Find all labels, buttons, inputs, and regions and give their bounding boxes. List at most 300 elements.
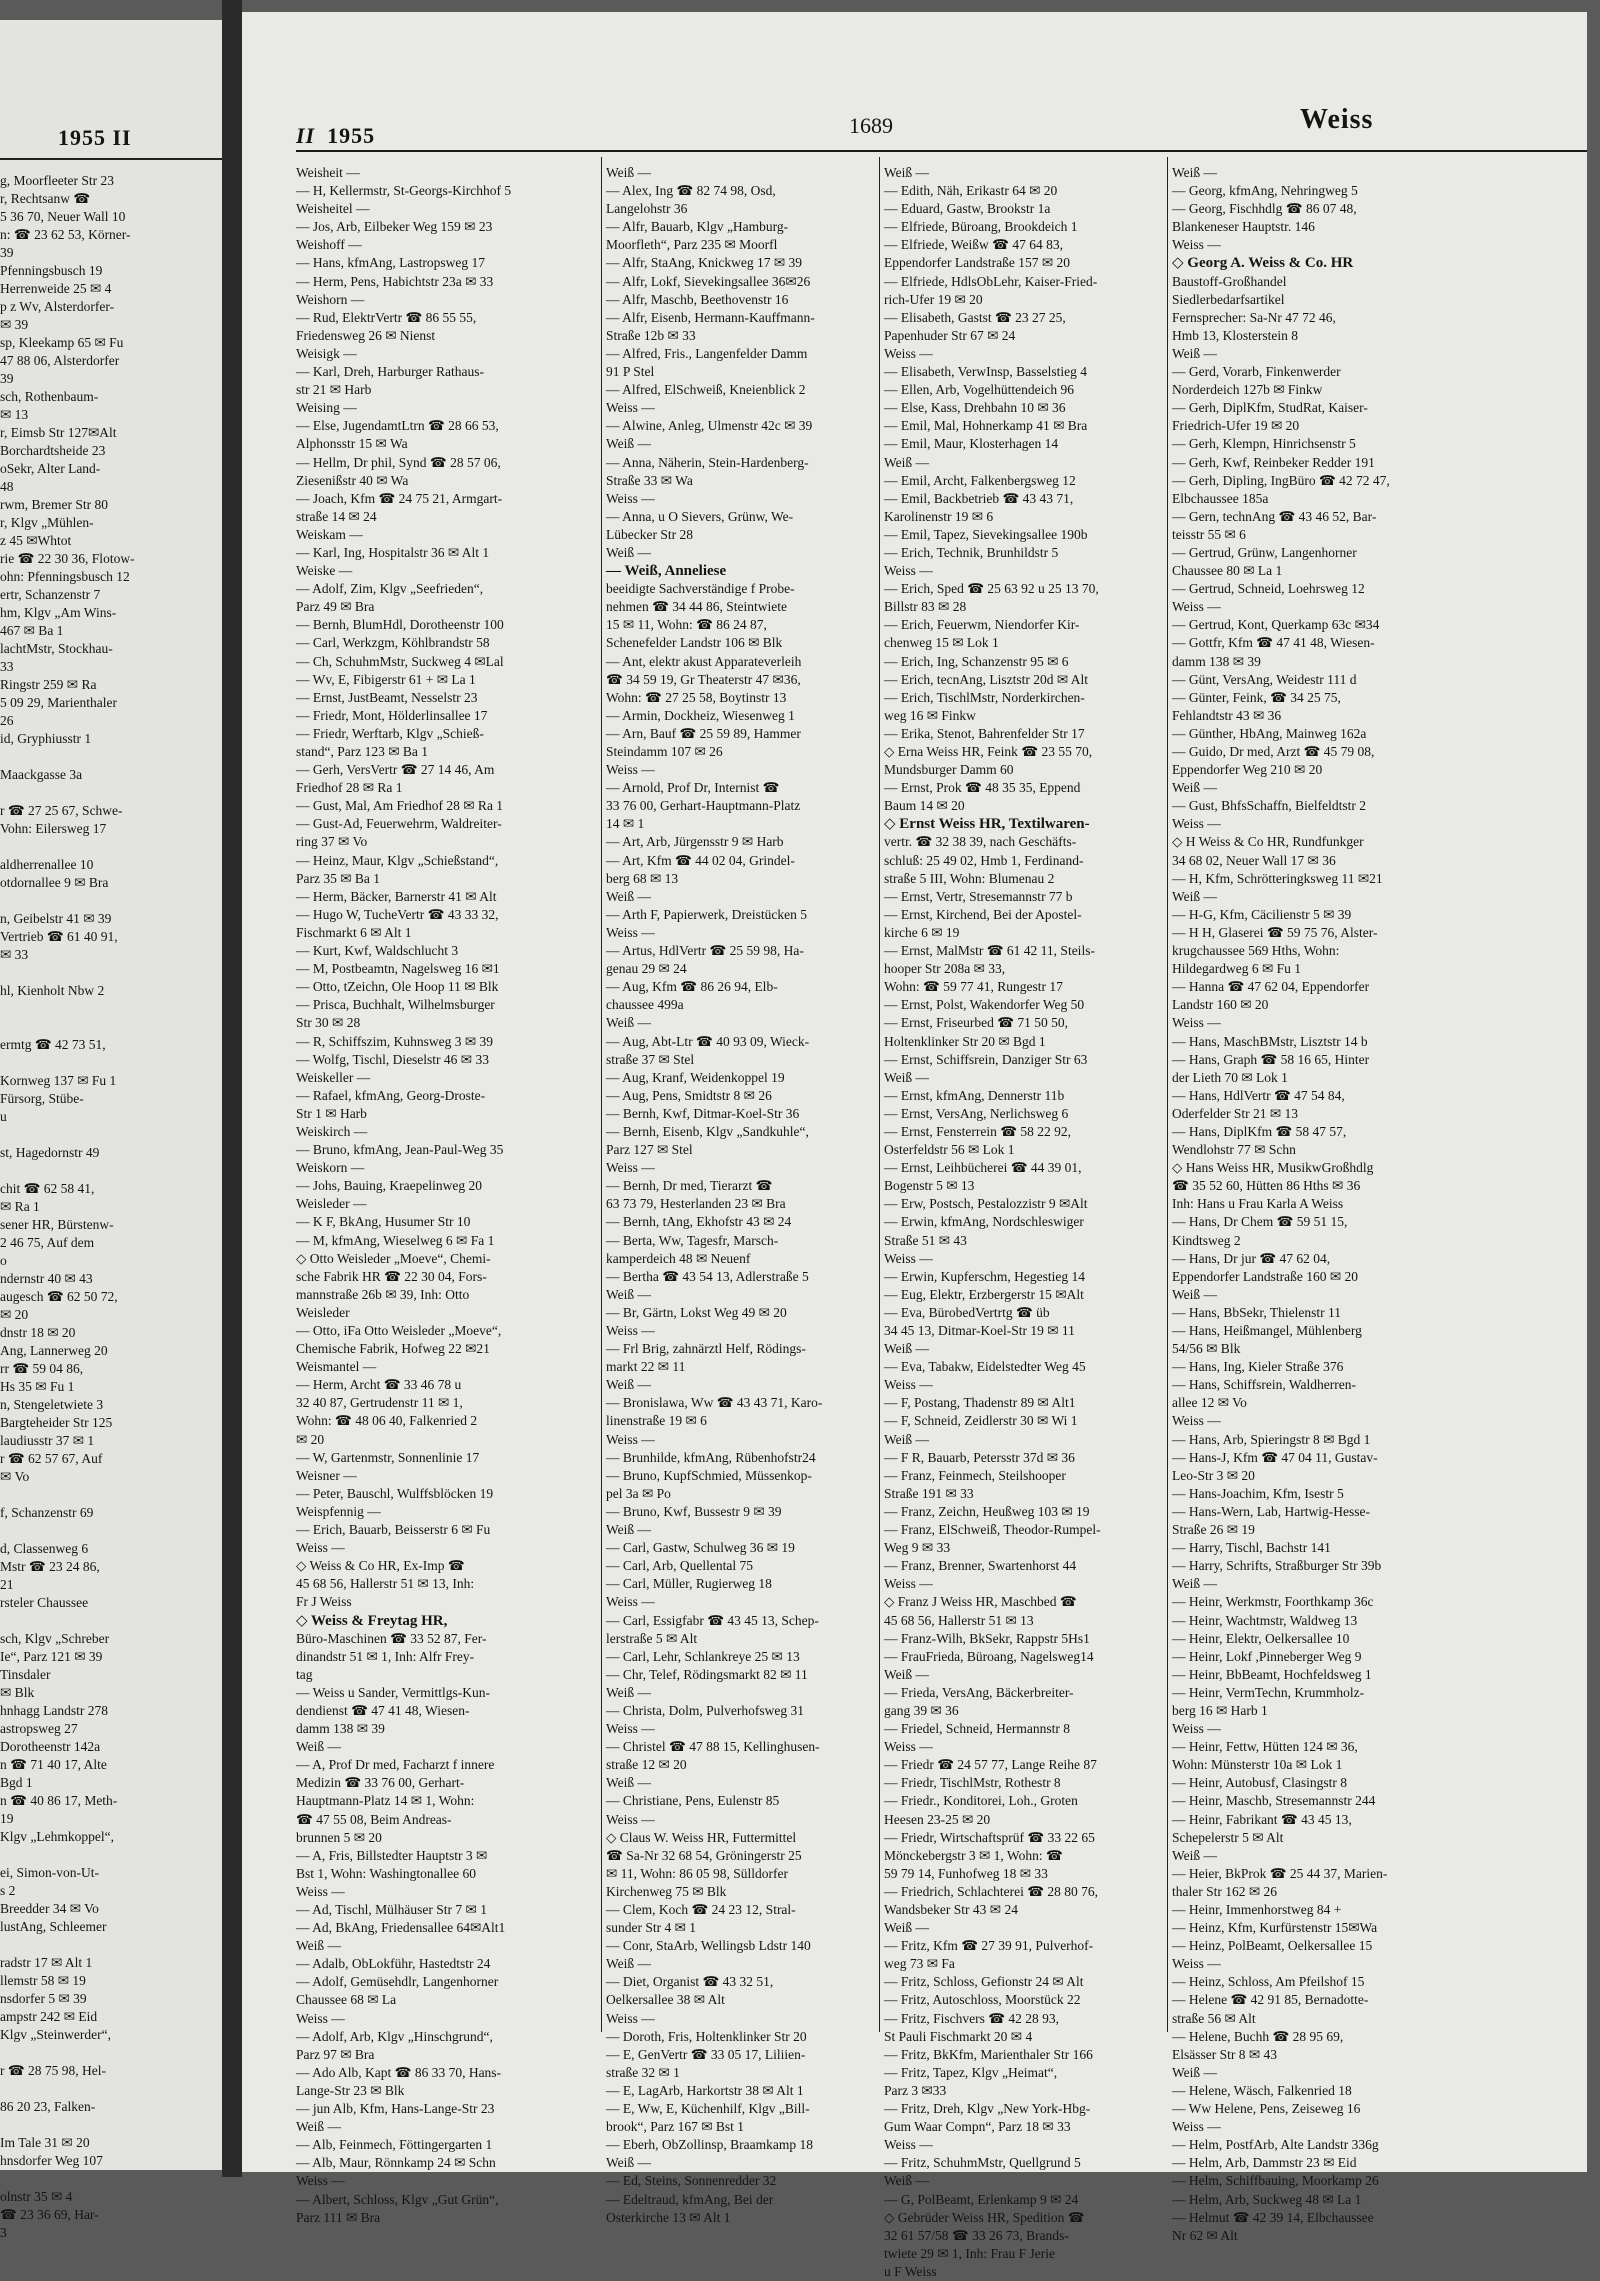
left-page-line: sch, Rothenbaum- (0, 389, 99, 404)
left-page-line: rsteler Chaussee (0, 1595, 89, 1610)
left-page-line: r, Eimsb Str 127✉Alt (0, 425, 117, 440)
directory-line: Wendlohstr 77 ✉ Schn (1172, 1142, 1296, 1158)
directory-line: — Fritz, Autoschloss, Moorstück 22 (884, 1992, 1081, 2008)
volume-label: II (296, 123, 316, 148)
directory-line: — Elfriede, Büroang, Brookdeich 1 (884, 219, 1078, 235)
directory-line: — Fritz, BkKfm, Marienthaler Str 166 (884, 2046, 1093, 2062)
left-page-line: lachtMstr, Stockhau- (0, 641, 113, 656)
directory-line: 15 ✉ 11, Wohn: ☎ 86 24 87, (606, 617, 767, 633)
directory-entry-highlight: ◇ Georg A. Weiss & Co. HR (1172, 255, 1354, 272)
directory-line: Baustoff-Großhandel (1172, 273, 1287, 289)
directory-line: 33 76 00, Gerhart-Hauptmann-Platz (606, 798, 801, 814)
directory-line: — Alfr, Lokf, Sievekingsallee 36✉26 (606, 273, 811, 289)
directory-line: — Bernh, Dr med, Tierarzt ☎ (606, 1178, 773, 1194)
directory-line: straße 56 ✉ Alt (1172, 2010, 1256, 2026)
directory-line: Weiß — (296, 1938, 342, 1954)
directory-line: — Harry, Schrifts, Straßburger Str 39b (1172, 1558, 1382, 1574)
directory-line: — Heinr, Autobusf, Clasingstr 8 (1172, 1775, 1347, 1791)
directory-line: — Emil, Backbetrieb ☎ 43 43 71, (884, 490, 1074, 506)
directory-line: Weiss — (884, 1377, 933, 1393)
directory-line: — Günter, Feink, ☎ 34 25 75, (1172, 689, 1341, 705)
directory-line: — Adolf, Arb, Klgv „Hinschgrund“, (296, 2028, 493, 2044)
directory-line: — Gertrud, Schneid, Loehrsweg 12 (1172, 581, 1365, 597)
directory-line: — Gerh, DiplKfm, StudRat, Kaiser- (1172, 400, 1368, 416)
directory-line: — H H, Glaserei ☎ 59 75 76, Alster- (1172, 924, 1378, 940)
directory-line: Baum 14 ✉ 20 (884, 798, 965, 814)
directory-page (242, 12, 1587, 2279)
directory-line: — Heinr, VermTechn, Krummholz- (1172, 1684, 1365, 1700)
directory-line: — Albert, Schloss, Klgv „Gut Grün“, (296, 2191, 499, 2207)
left-page-line (0, 784, 222, 802)
directory-line: brook“, Parz 167 ✉ Bst 1 (606, 2119, 745, 2135)
directory-line: Weiskam — (296, 526, 363, 542)
left-page-line: ✉ Blk (0, 1685, 35, 1700)
directory-line: vertr. ☎ 32 38 39, nach Geschäfts- (884, 834, 1077, 850)
left-page-line (0, 2116, 222, 2134)
directory-line: — Hans-Joachim, Kfm, Isestr 5 (1172, 1485, 1344, 1501)
directory-line: — Doroth, Fris, Holtenklinker Str 20 (606, 2028, 807, 2044)
directory-line: — Alex, Ing ☎ 82 74 98, Osd, (606, 183, 776, 199)
left-page-line: ✉ 39 (0, 317, 29, 332)
directory-line: — Gerh, Klempn, Hinrichsenstr 5 (1172, 436, 1356, 452)
directory-line: Weiß — (1172, 345, 1218, 361)
left-page-line: g, Moorfleeter Str 23 (0, 173, 114, 188)
left-page-line: augesch ☎ 62 50 72, (0, 1289, 118, 1304)
directory-line: — Erich, Feuerwm, Niendorfer Kir- (884, 617, 1080, 633)
directory-line: 45 68 56, Hallerstr 51 ✉ 13 (884, 1612, 1034, 1628)
directory-line: Elbchaussee 185a (1172, 490, 1269, 506)
column-1 (296, 164, 596, 2225)
directory-line: straße 37 ✉ Stel (606, 1051, 695, 1067)
left-page-line: hm, Klgv „Am Wins- (0, 605, 117, 620)
directory-line: Weiß — (606, 2155, 652, 2171)
directory-line: St Pauli Fischmarkt 20 ✉ 4 (884, 2028, 1033, 2044)
directory-line: ☎ Sa-Nr 32 68 54, Gröningerstr 25 (606, 1847, 802, 1863)
directory-line: — Art, Kfm ☎ 44 02 04, Grindel- (606, 852, 795, 868)
directory-line: — Friedrich, Schlachterei ☎ 28 80 76, (884, 1883, 1099, 1899)
directory-line: — Emil, Mal, Hohnerkamp 41 ✉ Bra (884, 418, 1088, 434)
left-page-line (0, 1126, 222, 1144)
left-page-rule (0, 158, 222, 160)
directory-line: — Herm, Bäcker, Barnerstr 41 ✉ Alt (296, 888, 497, 904)
left-page-line (0, 892, 222, 910)
directory-line: twiete 29 ✉ 1, Inh: Frau F Jerie (884, 2245, 1056, 2261)
directory-line: — Hans, Ing, Kieler Straße 376 (1172, 1359, 1344, 1375)
left-page-line: hl, Kienholt Nbw 2 (0, 983, 105, 998)
directory-line: kirche 6 ✉ 19 (884, 924, 960, 940)
directory-line: — Helene ☎ 42 91 85, Bernadotte- (1172, 1992, 1369, 2008)
directory-line: Parz 97 ✉ Bra (296, 2046, 375, 2062)
directory-line: beeidigte Sachverständige f Probe- (606, 581, 795, 597)
directory-line: Weiss — (606, 924, 655, 940)
column-divider (1167, 157, 1168, 2032)
directory-line: Weisheitel — (296, 201, 370, 217)
directory-line: — Aug, Abt-Ltr ☎ 40 93 09, Wieck- (606, 1033, 810, 1049)
directory-line: — Gerh, Dipling, IngBüro ☎ 42 72 47, (1172, 472, 1390, 488)
directory-line: Eppendorfer Weg 210 ✉ 20 (1172, 762, 1323, 778)
directory-line: stand“, Parz 123 ✉ Ba 1 (296, 744, 429, 759)
directory-line: — Ado Alb, Kapt ☎ 86 33 70, Hans- (296, 2064, 502, 2080)
left-page-line: 47 88 06, Alsterdorfer (0, 353, 120, 368)
directory-line: Weiß — (606, 1684, 652, 1700)
directory-line: Wohn: ☎ 59 77 41, Rungestr 17 (884, 979, 1063, 995)
left-page-line: n, Stengeletwiete 3 (0, 1397, 104, 1412)
directory-line: Parz 111 ✉ Bra (296, 2209, 381, 2225)
directory-line: — Erw, Postsch, Pestalozzistr 9 ✉Alt (884, 1196, 1088, 1212)
directory-line: — M, Postbeamtn, Nagelsweg 16 ✉1 (296, 961, 500, 977)
directory-line: — Chr, Telef, Rödingsmarkt 82 ✉ 11 (606, 1666, 808, 1682)
directory-line: — Bruno, KupfSchmied, Müssenkop- (606, 1467, 812, 1483)
directory-line: — Harry, Tischl, Bachstr 141 (1172, 1540, 1331, 1556)
directory-line: lerstraße 5 ✉ Alt (606, 1630, 698, 1646)
directory-line: 34 68 02, Neuer Wall 17 ✉ 36 (1172, 852, 1336, 868)
left-page-line (0, 1000, 222, 1018)
directory-line: Friedensweg 26 ✉ Nienst (296, 327, 436, 343)
directory-line: — Artus, HdlVertr ☎ 25 59 98, Ha- (606, 943, 804, 959)
directory-entry-highlight: ◇ Weiss & Freytag HR, (296, 1612, 448, 1629)
directory-line: — Alb, Maur, Rönnkamp 24 ✉ Schn (296, 2155, 496, 2171)
directory-line: Kindtsweg 2 (1172, 1232, 1241, 1248)
directory-line: — Gerh, Kwf, Reinbeker Redder 191 (1172, 454, 1375, 470)
left-page-line: Tinsdaler (0, 1667, 51, 1682)
directory-line: Weiß — (1172, 780, 1218, 796)
directory-line: ◇ Franz J Weiss HR, Maschbed ☎ (884, 1594, 1077, 1610)
directory-entry-highlight: ◇ Ernst Weiss HR, Textilwaren- (884, 816, 1090, 833)
directory-line: Inh: Hans u Frau Karla A Weiss (1172, 1196, 1344, 1212)
left-page-line: rie ☎ 22 30 36, Flotow- (0, 551, 135, 566)
directory-line: Nr 62 ✉ Alt (1172, 2227, 1238, 2243)
directory-line: berg 16 ✉ Harb 1 (1172, 1702, 1268, 1718)
directory-line: 14 ✉ 1 (606, 816, 645, 832)
directory-line: Weiß — (884, 1666, 930, 1682)
left-page-line: radstr 17 ✉ Alt 1 (0, 1955, 93, 1970)
directory-line: — Hans, DiplKfm ☎ 58 47 57, (1172, 1123, 1347, 1139)
left-page-line: Maackgasse 3a (0, 767, 83, 782)
directory-line: — Rud, ElektrVertr ☎ 86 55 55, (296, 309, 477, 325)
left-page-line: Kornweg 137 ✉ Fu 1 (0, 1073, 117, 1088)
directory-line: Weiß — (606, 1775, 652, 1791)
directory-line: — Eug, Elektr, Erzbergerstr 15 ✉Alt (884, 1286, 1084, 1302)
directory-line: — Ww Helene, Pens, Zeiseweg 16 (1172, 2101, 1361, 2117)
left-page-line: 86 20 23, Falken- (0, 2099, 96, 2114)
directory-line: Weisner — (296, 1467, 357, 1483)
left-page-line: u (0, 1109, 7, 1124)
directory-line: Oderfelder Str 21 ✉ 13 (1172, 1105, 1299, 1121)
directory-line: Schepelerstr 5 ✉ Alt (1172, 1829, 1284, 1845)
directory-line: Weiss — (606, 1811, 655, 1827)
left-page-line: r ☎ 27 25 67, Schwe- (0, 803, 123, 818)
directory-line: — Erwin, Kupferschm, Hegestieg 14 (884, 1268, 1085, 1284)
left-page-line: ermtg ☎ 42 73 51, (0, 1037, 106, 1052)
directory-line: — Hans, Dr jur ☎ 47 62 04, (1172, 1250, 1331, 1266)
directory-line: — Hanna ☎ 47 62 04, Eppendorfer (1172, 979, 1370, 995)
left-page-line: 467 ✉ Ba 1 (0, 623, 64, 638)
left-page-line: llemstr 58 ✉ 19 (0, 1973, 86, 1988)
directory-line: Hauptmann-Platz 14 ✉ 1, Wohn: (296, 1793, 475, 1809)
left-page-line: sener HR, Bürstenw- (0, 1217, 114, 1232)
directory-line: — Franz-Wilh, BkSekr, Rappstr 5Hs1 (884, 1630, 1090, 1646)
directory-line: — Franz, ElSchweiß, Theodor-Rumpel- (884, 1522, 1101, 1538)
directory-line: Parz 127 ✉ Stel (606, 1142, 693, 1158)
directory-line: Weiss — (606, 2010, 655, 2026)
directory-line: — Georg, Fischhdlg ☎ 86 07 48, (1172, 201, 1357, 217)
left-page-line (0, 1018, 222, 1036)
directory-line: — Guido, Dr med, Arzt ☎ 45 79 08, (1172, 744, 1375, 759)
directory-line: genau 29 ✉ 24 (606, 961, 687, 977)
directory-line: — Bertha ☎ 43 54 13, Adlerstraße 5 (606, 1268, 809, 1284)
left-page-line: Pfenningsbusch 19 (0, 263, 103, 278)
column-4 (1172, 164, 1472, 2243)
directory-line: — Brunhilde, kfmAng, Rübenhofstr24 (606, 1449, 816, 1465)
directory-line: Weiss — (606, 1594, 655, 1610)
directory-line: — Carl, Lehr, Schlankreye 25 ✉ 13 (606, 1648, 800, 1664)
directory-line: Weising — (296, 400, 357, 416)
directory-line: Weiskirch — (296, 1123, 368, 1139)
directory-line: ring 37 ✉ Vo (296, 834, 368, 850)
directory-line: — Heinr, Elektr, Oelkersallee 10 (1172, 1630, 1350, 1646)
left-page-line: r, Klgv „Mühlen- (0, 515, 94, 530)
left-page-line: r ☎ 62 57 67, Auf (0, 1451, 103, 1466)
directory-line: — Aug, Kfm ☎ 86 26 94, Elb- (606, 979, 778, 995)
left-page-line (0, 1846, 222, 1864)
directory-line: — Gust, BhfsSchaffn, Bielfeldtstr 2 (1172, 798, 1366, 814)
directory-line: 54/56 ✉ Blk (1172, 1341, 1241, 1357)
directory-line: — Fritz, Dreh, Klgv „New York-Hbg- (884, 2101, 1091, 2117)
directory-line: — Ernst, Friseurbed ☎ 71 50 50, (884, 1015, 1069, 1031)
directory-line: — Gerd, Vorarb, Finkenwerder (1172, 364, 1341, 380)
left-page-line: Ie“, Parz 121 ✉ 39 (0, 1649, 103, 1664)
directory-line: — Kurt, Kwf, Waldschlucht 3 (296, 943, 459, 959)
directory-line: markt 22 ✉ 11 (606, 1359, 686, 1375)
left-page-line: Mstr ☎ 23 24 86, (0, 1559, 100, 1574)
directory-line: ☎ 47 55 08, Beim Andreas- (296, 1811, 452, 1827)
directory-line: — Herm, Archt ☎ 33 46 78 u (296, 1377, 462, 1393)
directory-line: schluß: 25 49 02, Hmb 1, Ferdinand- (884, 852, 1084, 868)
directory-line: Norderdeich 127b ✉ Finkw (1172, 382, 1323, 398)
directory-line: 32 61 57/58 ☎ 33 26 73, Brands- (884, 2227, 1069, 2243)
directory-line: Weiss — (296, 2010, 345, 2026)
directory-line: Weiß — (1172, 1576, 1218, 1592)
directory-line: — Erich, Bauarb, Beisserstr 6 ✉ Fu (296, 1522, 491, 1538)
page-header (242, 12, 1587, 152)
directory-line: — Heinr, Wachtmstr, Waldweg 13 (1172, 1612, 1358, 1628)
directory-line: Weiss — (884, 2137, 933, 2153)
directory-line: Weiss — (1172, 2119, 1221, 2135)
directory-line: Weiss — (606, 1721, 655, 1737)
directory-line: — Helene, Wäsch, Falkenried 18 (1172, 2082, 1352, 2098)
directory-line: — K F, BkAng, Husumer Str 10 (296, 1214, 471, 1230)
directory-line: — Wv, E, Fibigerstr 61 + ✉ La 1 (296, 671, 476, 687)
directory-line: Eppendorfer Landstraße 157 ✉ 20 (884, 255, 1071, 271)
directory-line: — Heinr, Immenhorstweg 84 + (1172, 1902, 1342, 1917)
directory-line: Siedlerbedarfsartikel (1172, 291, 1285, 307)
left-page-line (0, 2080, 222, 2098)
running-head-right: Weiss (1300, 104, 1374, 135)
left-page-line: ampstr 242 ✉ Eid (0, 2009, 98, 2024)
header-rule (296, 150, 1587, 152)
directory-line: — Joach, Kfm ☎ 24 75 21, Armgart- (296, 490, 503, 506)
directory-line: ✉ 11, Wohn: 86 05 98, Sülldorfer (606, 1865, 788, 1881)
directory-line: Langelohstr 36 (606, 201, 688, 217)
directory-line: — Helm, Arb, Suckweg 48 ✉ La 1 (1172, 2191, 1362, 2207)
directory-line: Weiss — (296, 1883, 345, 1899)
directory-line: berg 68 ✉ 13 (606, 870, 679, 886)
directory-line: — Carl, Gastw, Schulweg 36 ✉ 19 (606, 1540, 795, 1556)
directory-line: ◇ Gebrüder Weiss HR, Spedition ☎ (884, 2209, 1085, 2225)
directory-line: ◇ H Weiss & Co HR, Rundfunkger (1172, 834, 1364, 850)
directory-line: — Edith, Näh, Erikastr 64 ✉ 20 (884, 183, 1058, 199)
left-page-line: ei, Simon-von-Ut- (0, 1865, 99, 1880)
directory-line: Weiss — (884, 1250, 933, 1266)
directory-line: — Erich, Sped ☎ 25 63 92 u 25 13 70, (884, 581, 1099, 597)
directory-line: — Friedel, Schneid, Hermannstr 8 (884, 1721, 1070, 1737)
directory-line: ◇ Claus W. Weiss HR, Futtermittel (606, 1829, 797, 1845)
directory-line: — Adolf, Zim, Klgv „Seefrieden“, (296, 581, 484, 597)
left-page-line: chit ☎ 62 58 41, (0, 1181, 95, 1196)
directory-line: tag (296, 1666, 313, 1682)
directory-line: — Ernst, Polst, Wakendorfer Weg 50 (884, 997, 1085, 1013)
left-page-line: Klgv „Steinwerder“, (0, 2027, 111, 2042)
directory-line: — Hans-J, Kfm ☎ 47 04 11, Gustav- (1172, 1449, 1378, 1465)
directory-line: ☎ 34 59 19, Gr Theaterstr 47 ✉36, (606, 671, 801, 687)
directory-line: — Hans, Heißmangel, Mühlenberg (1172, 1323, 1362, 1338)
directory-line: damm 138 ✉ 39 (1172, 653, 1261, 669)
directory-line: teisstr 55 ✉ 6 (1172, 526, 1246, 542)
directory-line: — Br, Gärtn, Lokst Weg 49 ✉ 20 (606, 1304, 787, 1320)
column-2 (606, 164, 906, 2225)
left-page-line: rwm, Bremer Str 80 (0, 497, 108, 512)
directory-line: — Anna, Näherin, Stein-Hardenberg- (606, 454, 809, 470)
directory-line: — Clem, Koch ☎ 24 23 12, Stral- (606, 1902, 796, 1917)
left-page-line: n ☎ 71 40 17, Alte (0, 1757, 107, 1772)
directory-line: — Erich, TischlMstr, Norderkirchen- (884, 689, 1085, 705)
directory-line: Bst 1, Wohn: Washingtonallee 60 (296, 1865, 476, 1881)
directory-line: Weiss — (1172, 816, 1221, 832)
directory-line: Weiß — (884, 2173, 930, 2189)
directory-line: straße 14 ✉ 24 (296, 508, 377, 524)
directory-line: — Alfred, Fris., Langenfelder Damm (606, 345, 808, 361)
directory-line: Weiß — (884, 165, 930, 180)
directory-line: Weg 9 ✉ 33 (884, 1540, 951, 1556)
directory-line: Weismantel — (296, 1359, 377, 1375)
directory-line: — Gottfr, Kfm ☎ 47 41 48, Wiesen- (1172, 635, 1375, 651)
column-3 (884, 164, 1184, 2279)
directory-line: Weispfennig — (296, 1503, 381, 1519)
directory-line: — Frl Brig, zahnärztl Helf, Rödings- (606, 1341, 806, 1357)
directory-line: Fehlandtstr 43 ✉ 36 (1172, 707, 1282, 723)
directory-line: Holtenklinker Str 20 ✉ Bgd 1 (884, 1033, 1046, 1049)
directory-line: Weiss — (606, 1160, 655, 1176)
directory-line: — Erika, Stenot, Bahrenfelder Str 17 (884, 725, 1085, 741)
directory-line: — Hans, Graph ☎ 58 16 65, Hinter (1172, 1051, 1370, 1067)
left-page-line: Breedder 34 ✉ Vo (0, 1901, 99, 1916)
directory-line: — Diet, Organist ☎ 43 32 51, (606, 1974, 774, 1990)
directory-line: Weiß — (884, 1341, 930, 1357)
directory-line: — Ed, Steins, Sonnenredder 32 (606, 2173, 777, 2189)
directory-line: — Heinr, Maschb, Stresemannstr 244 (1172, 1793, 1376, 1809)
directory-line: Leo-Str 3 ✉ 20 (1172, 1467, 1255, 1483)
directory-line: — Emil, Archt, Falkenbergsweg 12 (884, 472, 1076, 488)
left-page-line: 39 (0, 371, 14, 386)
directory-line: — Karl, Ing, Hospitalstr 36 ✉ Alt 1 (296, 544, 490, 560)
directory-line: Schenefelder Landstr 106 ✉ Blk (606, 635, 783, 651)
column-divider (601, 157, 602, 2032)
directory-line: Weiß — (296, 1739, 342, 1755)
left-page-line: r, Rechtsanw ☎ (0, 191, 91, 206)
directory-line: — Erich, tecnAng, Lisztstr 20d ✉ Alt (884, 671, 1089, 687)
left-page-line (0, 838, 222, 856)
left-page-line: r ☎ 28 75 98, Hel- (0, 2063, 107, 2078)
left-page-line: Ang, Lannerweg 20 (0, 1343, 108, 1358)
directory-line: — jun Alb, Kfm, Hans-Lange-Str 23 (296, 2101, 495, 2117)
directory-line: — Jos, Arb, Eilbeker Weg 159 ✉ 23 (296, 219, 493, 235)
left-page-line: laudiusstr 37 ✉ 1 (0, 1433, 95, 1448)
left-page-line: 48 (0, 479, 14, 494)
directory-line: — Fritz, Kfm ☎ 27 39 91, Pulverhof- (884, 1938, 1094, 1954)
directory-line: — Conr, StaArb, Wellingsb Ldstr 140 (606, 1938, 811, 1954)
directory-line: Mundsburger Damm 60 (884, 762, 1014, 778)
left-page-line: s 2 (0, 1883, 16, 1898)
directory-line: — Ernst, Schiffsrein, Danziger Str 63 (884, 1051, 1088, 1067)
directory-line: — F R, Bauarb, Petersstr 37d ✉ 36 (884, 1449, 1075, 1465)
left-page-line: otdornallee 9 ✉ Bra (0, 875, 109, 890)
left-page-line: Vertrieb ☎ 61 40 91, (0, 929, 118, 944)
directory-line: 63 73 79, Hesterlanden 23 ✉ Bra (606, 1196, 786, 1212)
directory-line: 91 P Stel (606, 364, 655, 380)
directory-line: — Gertrud, Grünw, Langenhorner (1172, 544, 1357, 560)
directory-line: — Carl, Essigfabr ☎ 43 45 13, Schep- (606, 1612, 819, 1628)
left-page-line: 2 46 75, Auf dem (0, 1235, 95, 1250)
directory-line: Bogenstr 5 ✉ 13 (884, 1178, 975, 1194)
directory-line: kamperdeich 48 ✉ Neuenf (606, 1250, 751, 1266)
directory-line: — Berta, Ww, Tagesfr, Marsch- (606, 1232, 779, 1248)
directory-line: — Alfr, Bauarb, Klgv „Hamburg- (606, 219, 789, 235)
directory-line: — Heinz, Kfm, Kurfürstenstr 15✉Wa (1172, 1920, 1378, 1936)
directory-line: Weiß — (884, 1431, 930, 1447)
directory-line: Straße 33 ✉ Wa (606, 472, 693, 488)
directory-line: Straße 191 ✉ 33 (884, 1485, 974, 1501)
directory-line: Weiß — (884, 1069, 930, 1085)
directory-line: Straße 26 ✉ 19 (1172, 1522, 1255, 1538)
left-page-line (0, 1054, 222, 1072)
directory-line: — Rafael, kfmAng, Georg-Droste- (296, 1087, 486, 1103)
directory-line: — Hans, Schiffsrein, Waldherren- (1172, 1377, 1356, 1393)
running-head-left (296, 123, 375, 149)
directory-line: — Else, JugendamtLtrn ☎ 28 66 53, (296, 418, 499, 434)
book-gutter (222, 0, 242, 2177)
directory-line: — Christiane, Pens, Eulenstr 85 (606, 1793, 780, 1809)
directory-line: straße 5 III, Wohn: Blumenau 2 (884, 870, 1055, 886)
directory-line: Weiß — (606, 1015, 652, 1031)
directory-line: — Hans, HdlVertr ☎ 47 54 84, (1172, 1087, 1345, 1103)
directory-line: — Hans, kfmAng, Lastropsweg 17 (296, 255, 485, 271)
directory-line: Mönckebergstr 3 ✉ 1, Wohn: ☎ (884, 1847, 1063, 1863)
directory-line: Papenhuder Str 67 ✉ 24 (884, 327, 1016, 343)
directory-line: — Heinz, PolBeamt, Oelkersallee 15 (1172, 1938, 1373, 1954)
directory-line: — Alfr, Eisenb, Hermann-Kauffmann- (606, 309, 815, 325)
left-page-line (0, 964, 222, 982)
left-page-line: 3 (0, 2225, 7, 2240)
directory-line: — Ellen, Arb, Vogelhüttendeich 96 (884, 382, 1074, 398)
left-page-line: ohn: Pfenningsbusch 12 (0, 569, 130, 584)
directory-line: — Eduard, Gastw, Brookstr 1a (884, 201, 1051, 217)
directory-line: — Gertrud, Kont, Querkamp 63c ✉34 (1172, 617, 1380, 633)
directory-line: — Hans-Wern, Lab, Hartwig-Hesse- (1172, 1503, 1370, 1519)
left-page-line: ☎ 23 36 69, Har- (0, 2207, 99, 2222)
directory-line: — Günther, HbAng, Mainweg 162a (1172, 725, 1367, 741)
directory-line: — Ernst, JustBeamt, Nesselstr 23 (296, 689, 478, 705)
left-page-line: p z Wv, Alsterdorfer- (0, 299, 115, 314)
